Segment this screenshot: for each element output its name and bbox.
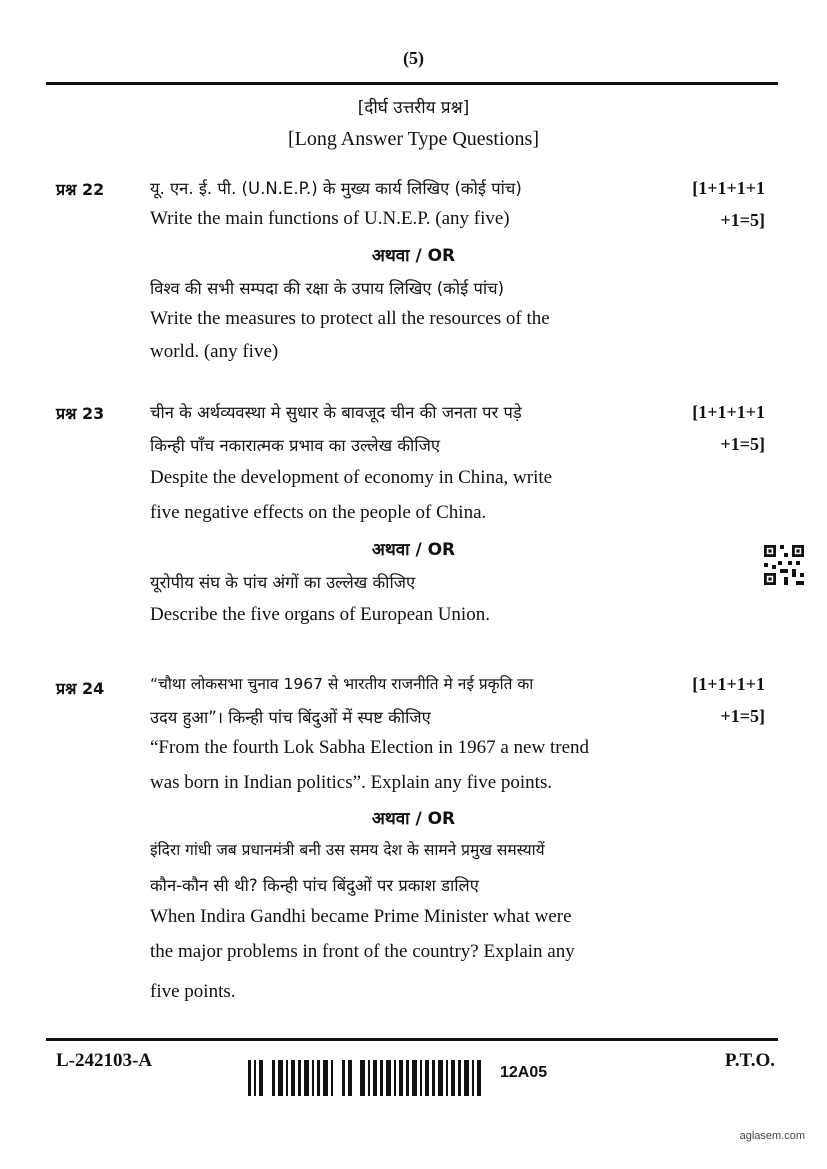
alternative-question-text: यूरोपीय संघ के पांच अंगों का उल्लेख कीजिए [150, 573, 416, 592]
marks [692, 396, 765, 460]
marks-line: [1+1+1+1 [692, 402, 765, 422]
question-text: यू. एन. ई. पी. (U.N.E.P.) के मुख्य कार्य लिखिए (कोई पांच) [150, 179, 522, 198]
footer-paper-code: L-242103-A [56, 1050, 153, 1071]
alternative-question-text: world. (any five) [150, 341, 279, 362]
alternative-question-text: When Indira Gandhi became Prime Minister what were [150, 906, 572, 927]
marks-line: [1+1+1+1 [692, 674, 765, 694]
or-separator: अथवा / OR [371, 809, 456, 829]
marks-line: +1=5] [720, 210, 765, 230]
question-label: प्रश्न 23 [56, 404, 105, 423]
question-label: प्रश्न 22 [56, 180, 105, 199]
question-text: “From the fourth Lok Sabha Election in 1967 a new trend [150, 737, 590, 758]
alternative-question-text: विश्व की सभी सम्पदा की रक्षा के उपाय लिखिए (कोई पांच) [150, 279, 505, 298]
top-divider [46, 82, 778, 85]
alternative-question-text: Write the measures to protect all the resources of the [150, 308, 550, 329]
marks [692, 172, 765, 236]
barcode-icon [248, 1060, 484, 1096]
question-text: “चौथा लोकसभा चुनाव 1967 से भारतीय राजनीति मे नई प्रकृति का [150, 675, 534, 693]
marks-line: +1=5] [720, 434, 765, 454]
footer-pto: P.T.O. [724, 1050, 775, 1071]
or-separator: अथवा / OR [371, 540, 456, 560]
question-text: चीन के अर्थव्यवस्था मे सुधार के बावजूद चीन की जनता पर पड़े [150, 403, 522, 422]
question-text: five negative effects on the people of China. [150, 502, 487, 523]
alternative-question-text: Describe the five organs of European Union. [150, 604, 490, 625]
marks-line: [1+1+1+1 [692, 178, 765, 198]
marks-line: +1=5] [720, 706, 765, 726]
question-text: Despite the development of economy in China, write [150, 467, 553, 488]
qr-code-icon [764, 545, 804, 585]
section-title-hindi: [दीर्घ उत्तरीय प्रश्न] [357, 98, 470, 118]
alternative-question-text: कौन-कौन सी थी? किन्ही पांच बिंदुओं पर प्रकाश डालिए [150, 876, 479, 895]
question-label: प्रश्न 24 [56, 679, 105, 698]
page-number: (5) [403, 48, 424, 68]
section-title-english: [Long Answer Type Questions] [288, 128, 539, 150]
question-text: उदय हुआ”। किन्ही पांच बिंदुओं में स्पष्ट कीजिए [150, 708, 431, 727]
marks [692, 668, 765, 732]
footer-booklet-code: 12A05 [500, 1064, 548, 1081]
question-text: किन्ही पाँच नकारात्मक प्रभाव का उल्लेख कीजिए [150, 436, 440, 455]
or-separator: अथवा / OR [371, 246, 456, 266]
question-text: was born in Indian politics”. Explain any five points. [150, 772, 553, 793]
alternative-question-text: the major problems in front of the country? Explain any [150, 941, 575, 962]
watermark: aglasem.com [739, 1130, 805, 1142]
alternative-question-text: इंदिरा गांधी जब प्रधानमंत्री बनी उस समय देश के सामने प्रमुख समस्यायें [150, 841, 545, 859]
alternative-question-text: five points. [150, 981, 236, 1002]
question-text: Write the main functions of U.N.E.P. (any five) [150, 208, 510, 229]
bottom-divider [46, 1038, 778, 1041]
